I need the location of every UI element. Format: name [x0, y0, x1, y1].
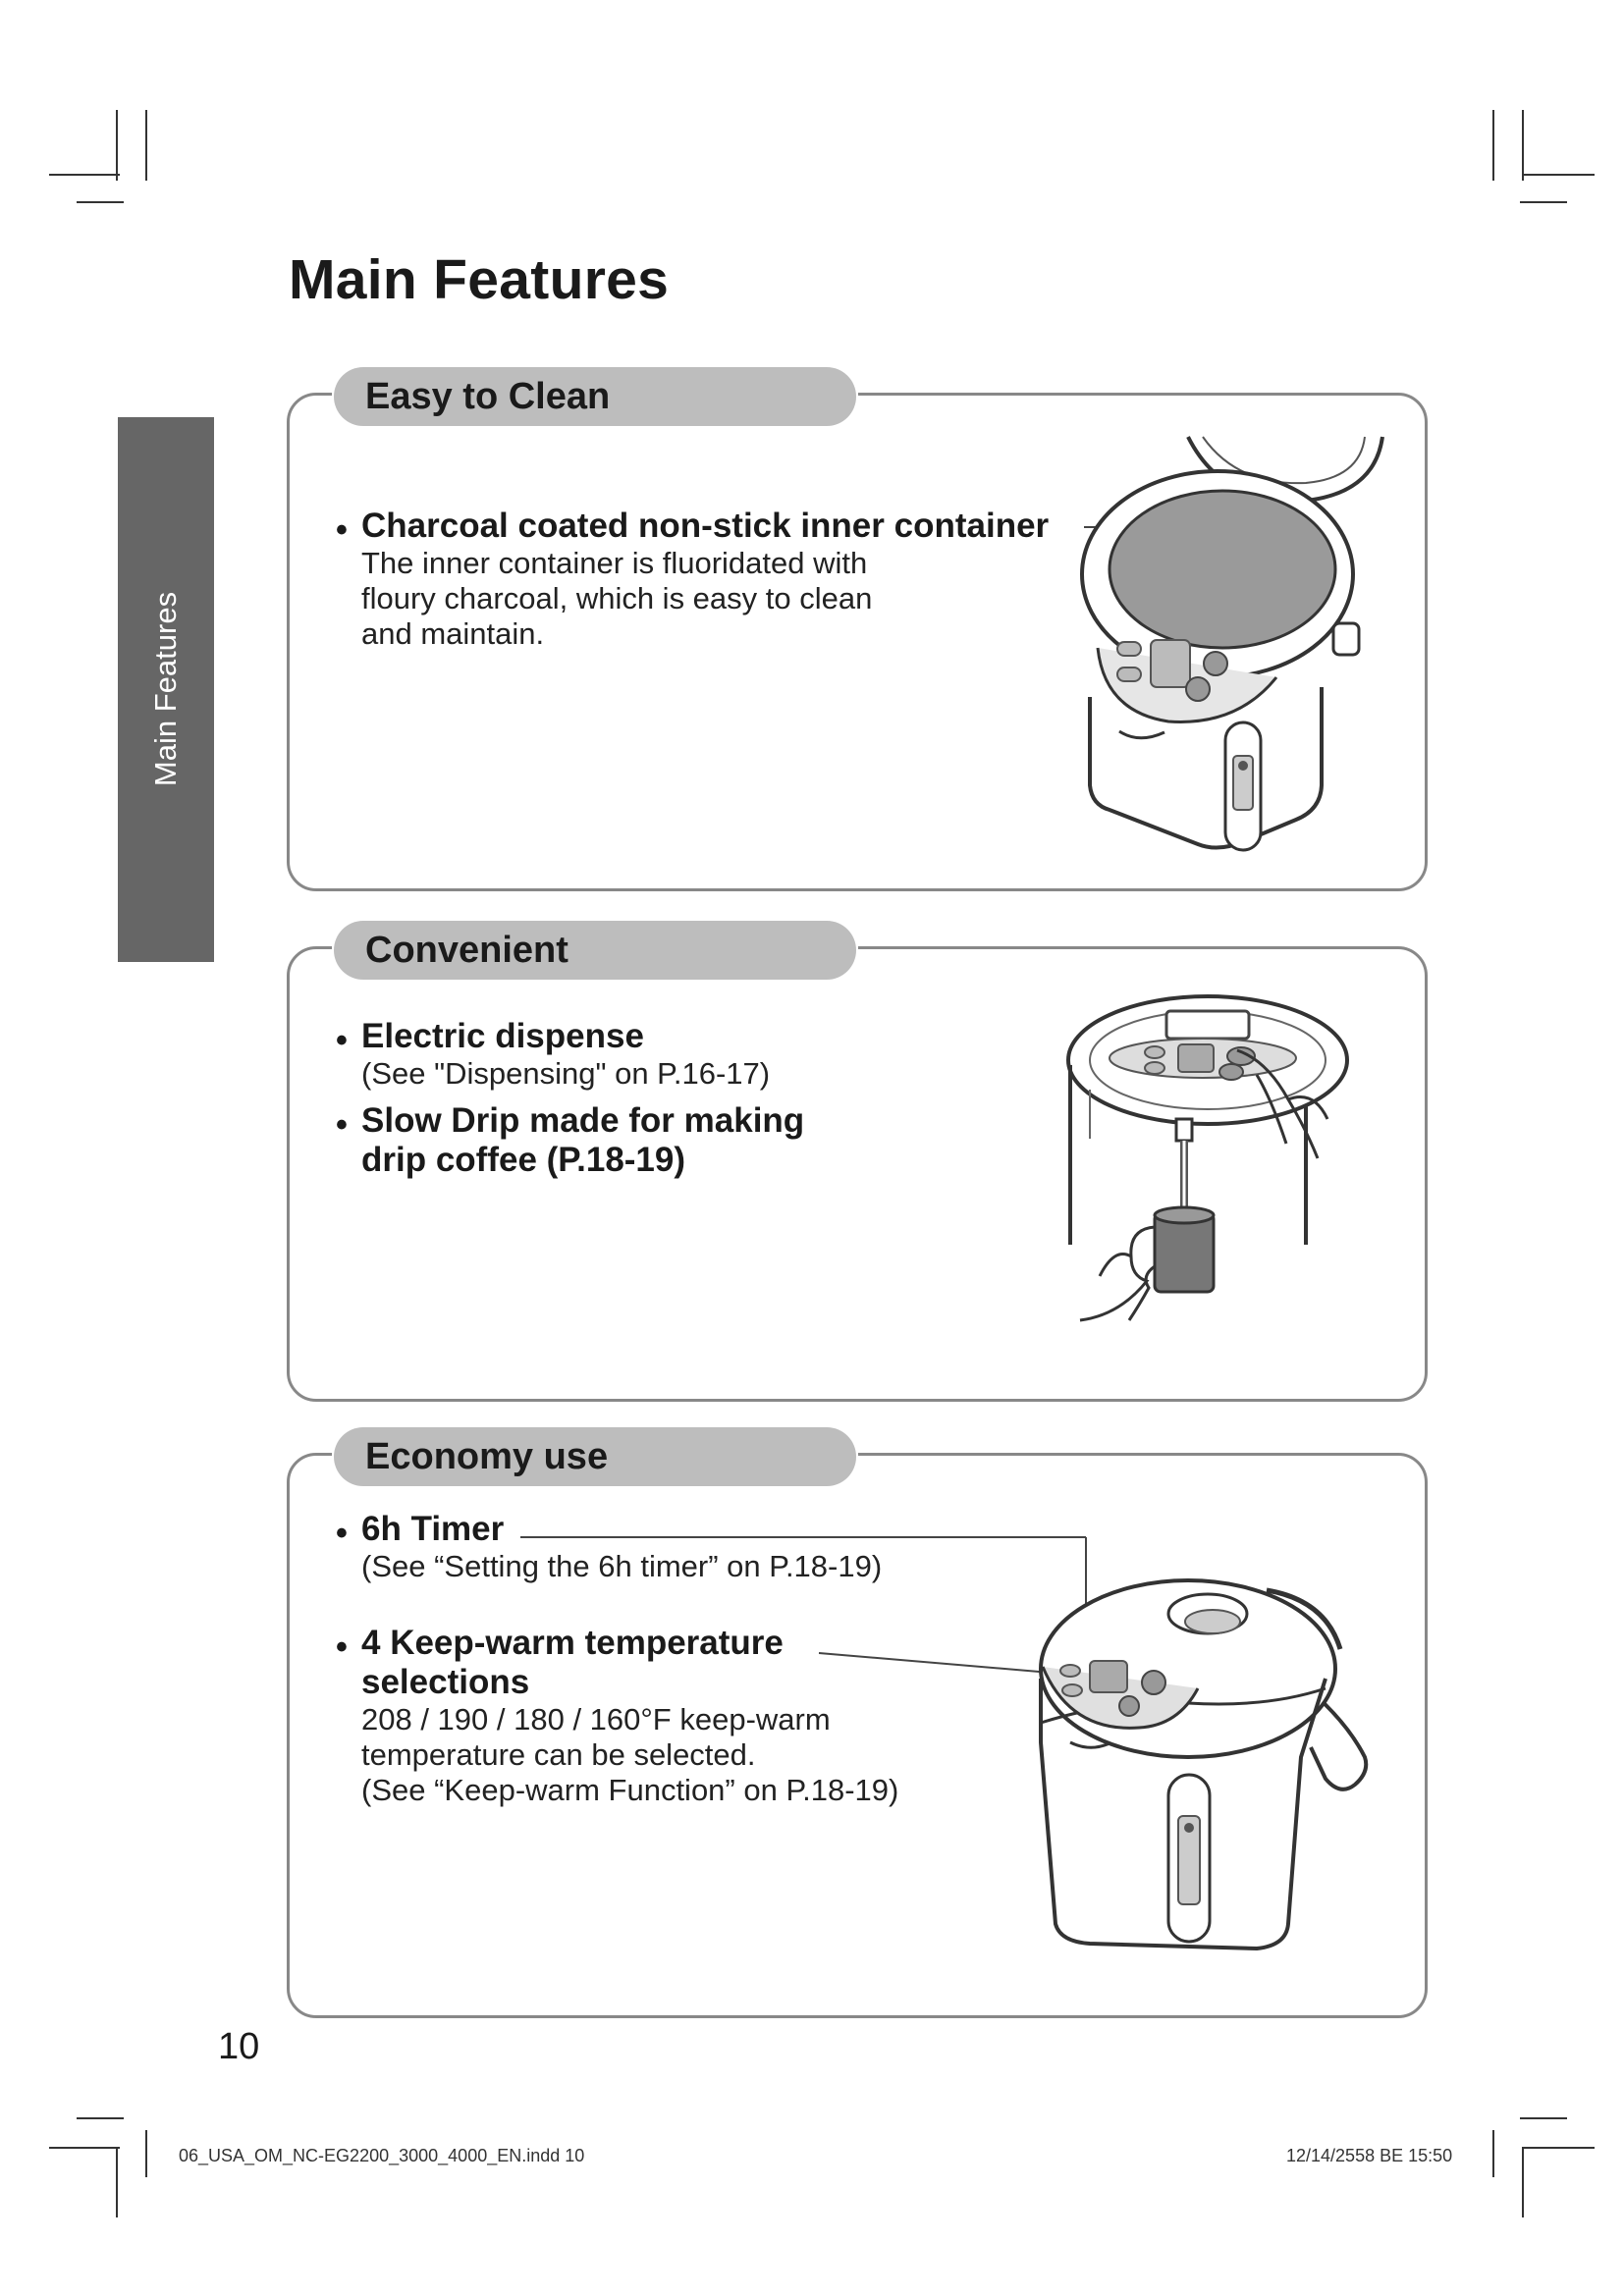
feature-description-line: floury charcoal, which is easy to clean	[361, 581, 873, 615]
page-number: 10	[218, 2026, 260, 2067]
feature-heading: Electric dispense	[361, 1017, 644, 1055]
feature-description-line: (See “Setting the 6h timer” on P.18-19)	[361, 1549, 883, 1583]
bullet: •	[336, 1629, 348, 1666]
pot-control-panel-illustration	[1031, 1561, 1375, 1953]
side-tab-label: Main Features	[148, 591, 183, 787]
footer-file-info: 06_USA_OM_NC-EG2200_3000_4000_EN.indd 10	[179, 2146, 585, 2165]
feature-heading: 4 Keep-warm temperature	[361, 1624, 784, 1662]
feature-heading: selections	[361, 1663, 530, 1701]
feature-description-line: temperature can be selected.	[361, 1737, 756, 1772]
feature-heading: Slow Drip made for making	[361, 1101, 805, 1140]
page-title: Main Features	[289, 248, 670, 311]
feature-heading: Charcoal coated non-stick inner container	[361, 507, 1050, 545]
section-title-convenient: Convenient	[334, 921, 856, 980]
feature-description-line: (See "Dispensing" on P.16-17)	[361, 1056, 771, 1091]
feature-description-line: 208 / 190 / 180 / 160°F keep-warm	[361, 1702, 831, 1736]
section-title-easy-to-clean: Easy to Clean	[334, 367, 856, 426]
feature-heading: drip coffee (P.18-19)	[361, 1141, 686, 1179]
footer-timestamp: 12/14/2558 BE 15:50	[1286, 2146, 1453, 2165]
bullet: •	[336, 1106, 348, 1144]
feature-description-line: (See “Keep-warm Function” on P.18-19)	[361, 1773, 899, 1807]
bullet: •	[336, 1515, 348, 1552]
feature-description-line: and maintain.	[361, 616, 545, 651]
feature-heading: 6h Timer	[361, 1510, 505, 1548]
feature-description-line: The inner container is fluoridated with	[361, 546, 868, 580]
section-title-economy-use: Economy use	[334, 1427, 856, 1486]
bullet: •	[336, 1022, 348, 1059]
bullet: •	[336, 511, 348, 549]
